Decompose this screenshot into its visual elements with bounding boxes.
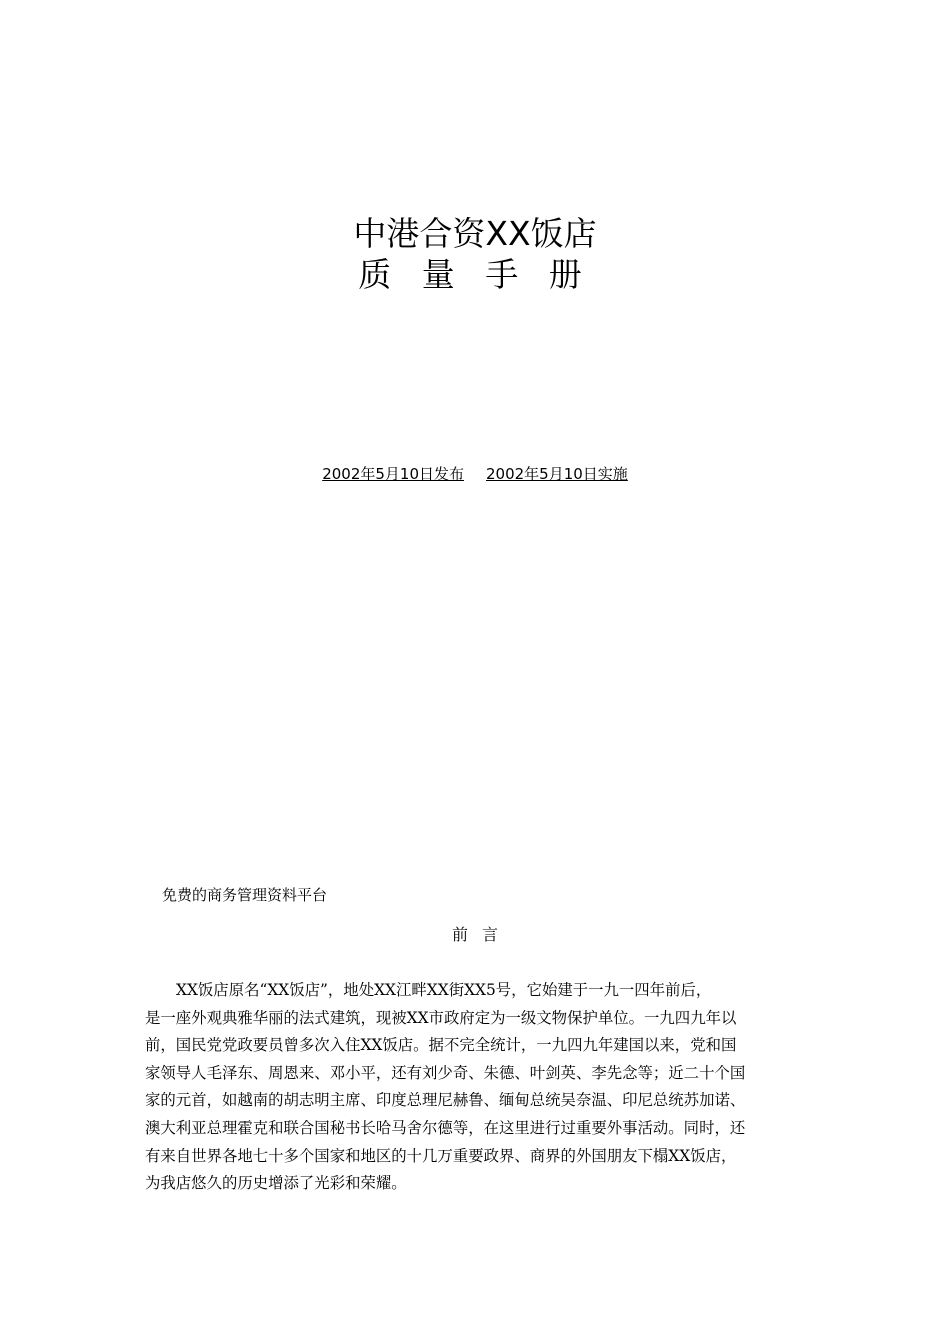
cover-subtitle: 质 量 手 册	[358, 255, 592, 294]
preface-line: 前，国民党党政要员曾多次入住XX饭店。据不完全统计，一九四九年建国以来，党和国	[145, 1036, 737, 1055]
preface-line: 为我店悠久的历史增添了光彩和荣耀。	[145, 1174, 407, 1193]
preface-line: 有来自世界各地七十多个国家和地区的十几万重要政界、商界的外国朋友下榻XX饭店，	[145, 1146, 737, 1165]
preface-line: 是一座外观典雅华丽的法式建筑，现被XX市政府定为一级文物保护单位。一九四九年以	[145, 1008, 737, 1027]
preface-heading: 前言	[451, 925, 512, 944]
preface-line: XX饭店原名“XX饭店”，地处XX江畔XX街XX5号，它始建于一九一四年前后，	[176, 981, 712, 999]
issue-dates	[0, 463, 950, 485]
cover-title: 中港合资XX饭店	[353, 214, 597, 253]
effective-date: 2002年5月10日实施	[486, 465, 628, 483]
preface-line: 澳大利亚总理霍克和联合国秘书长哈马舍尔德等，在这里进行过重要外事活动。同时，还	[145, 1118, 746, 1137]
preface-body	[145, 977, 807, 1198]
preface-line: 家领导人毛泽东、周恩来、邓小平，还有刘少奇、朱德、叶剑英、李先念等；近二十个国	[145, 1063, 746, 1082]
publish-date: 2002年5月10日发布	[322, 465, 464, 483]
platform-note: 免费的商务管理资料平台	[162, 886, 328, 904]
preface-line: 家的元首，如越南的胡志明主席、印度总理尼赫鲁、缅甸总统吴奈温、印尼总统苏加诺、	[145, 1091, 746, 1110]
